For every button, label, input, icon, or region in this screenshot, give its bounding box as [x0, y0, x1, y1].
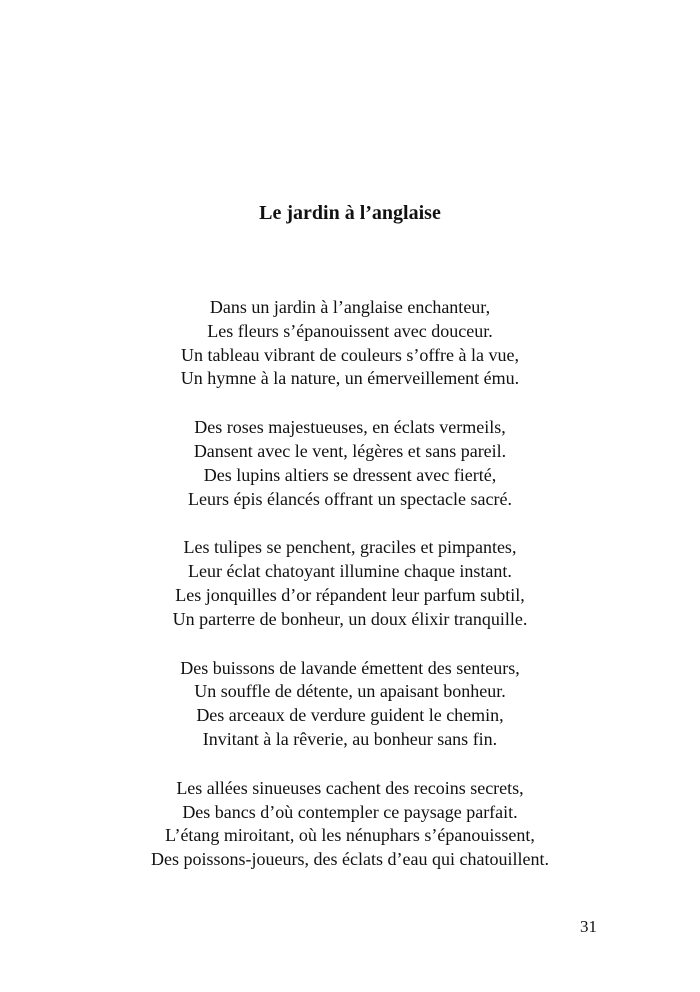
verse-line: Dans un jardin à l’anglaise enchanteur,	[209, 297, 491, 317]
poem-body	[0, 296, 700, 897]
verse-line: Les fleurs s’épanouissent avec douceur.	[207, 320, 493, 341]
stanza	[0, 657, 700, 752]
stanza	[0, 296, 700, 391]
poem-title: Le jardin à l’anglaise	[259, 202, 441, 224]
verse-line: Les tulipes se penchent, graciles et pimpantes,	[183, 537, 517, 558]
verse-line: Un tableau vibrant de couleurs s’offre à la vue,	[180, 344, 520, 365]
verse-line: Les jonquilles d’or répandent leur parfum subtil,	[175, 584, 525, 605]
stanza	[0, 536, 700, 631]
verse-line: Des roses majestueuses, en éclats vermeils,	[194, 417, 506, 438]
verse-line: Leurs épis élancés offrant un spectacle sacré.	[187, 488, 512, 509]
verse-line: Dansent avec le vent, légères et sans pareil.	[193, 440, 507, 461]
verse-line: Un souffle de détente, un apaisant bonheur.	[194, 681, 506, 702]
verse-line: Un parterre de bonheur, un doux élixir tranquille.	[172, 608, 528, 629]
verse-line: Des bancs d’où contempler ce paysage parfait.	[182, 801, 518, 822]
verse-line: Des buissons de lavande émettent des senteurs,	[180, 657, 520, 678]
verse-line: Des poissons-joueurs, des éclats d’eau qui chatouillent.	[151, 849, 549, 870]
verse-line: Des arceaux de verdure guident le chemin,	[196, 705, 504, 726]
verse-line: L’étang miroitant, où les nénuphars s’épanouissent,	[165, 825, 535, 846]
verse-line: Leur éclat chatoyant illumine chaque instant.	[188, 561, 512, 582]
verse-line: Invitant à la rêverie, au bonheur sans fin.	[202, 728, 498, 749]
verse-line: Des lupins altiers se dressent avec fierté,	[203, 464, 497, 485]
verse-line: Un hymne à la nature, un émerveillement ému.	[180, 368, 520, 389]
stanza	[0, 416, 700, 511]
verse-line: Les allées sinueuses cachent des recoins secrets,	[176, 777, 524, 798]
stanza	[0, 777, 700, 872]
page-number: 31	[580, 917, 597, 936]
